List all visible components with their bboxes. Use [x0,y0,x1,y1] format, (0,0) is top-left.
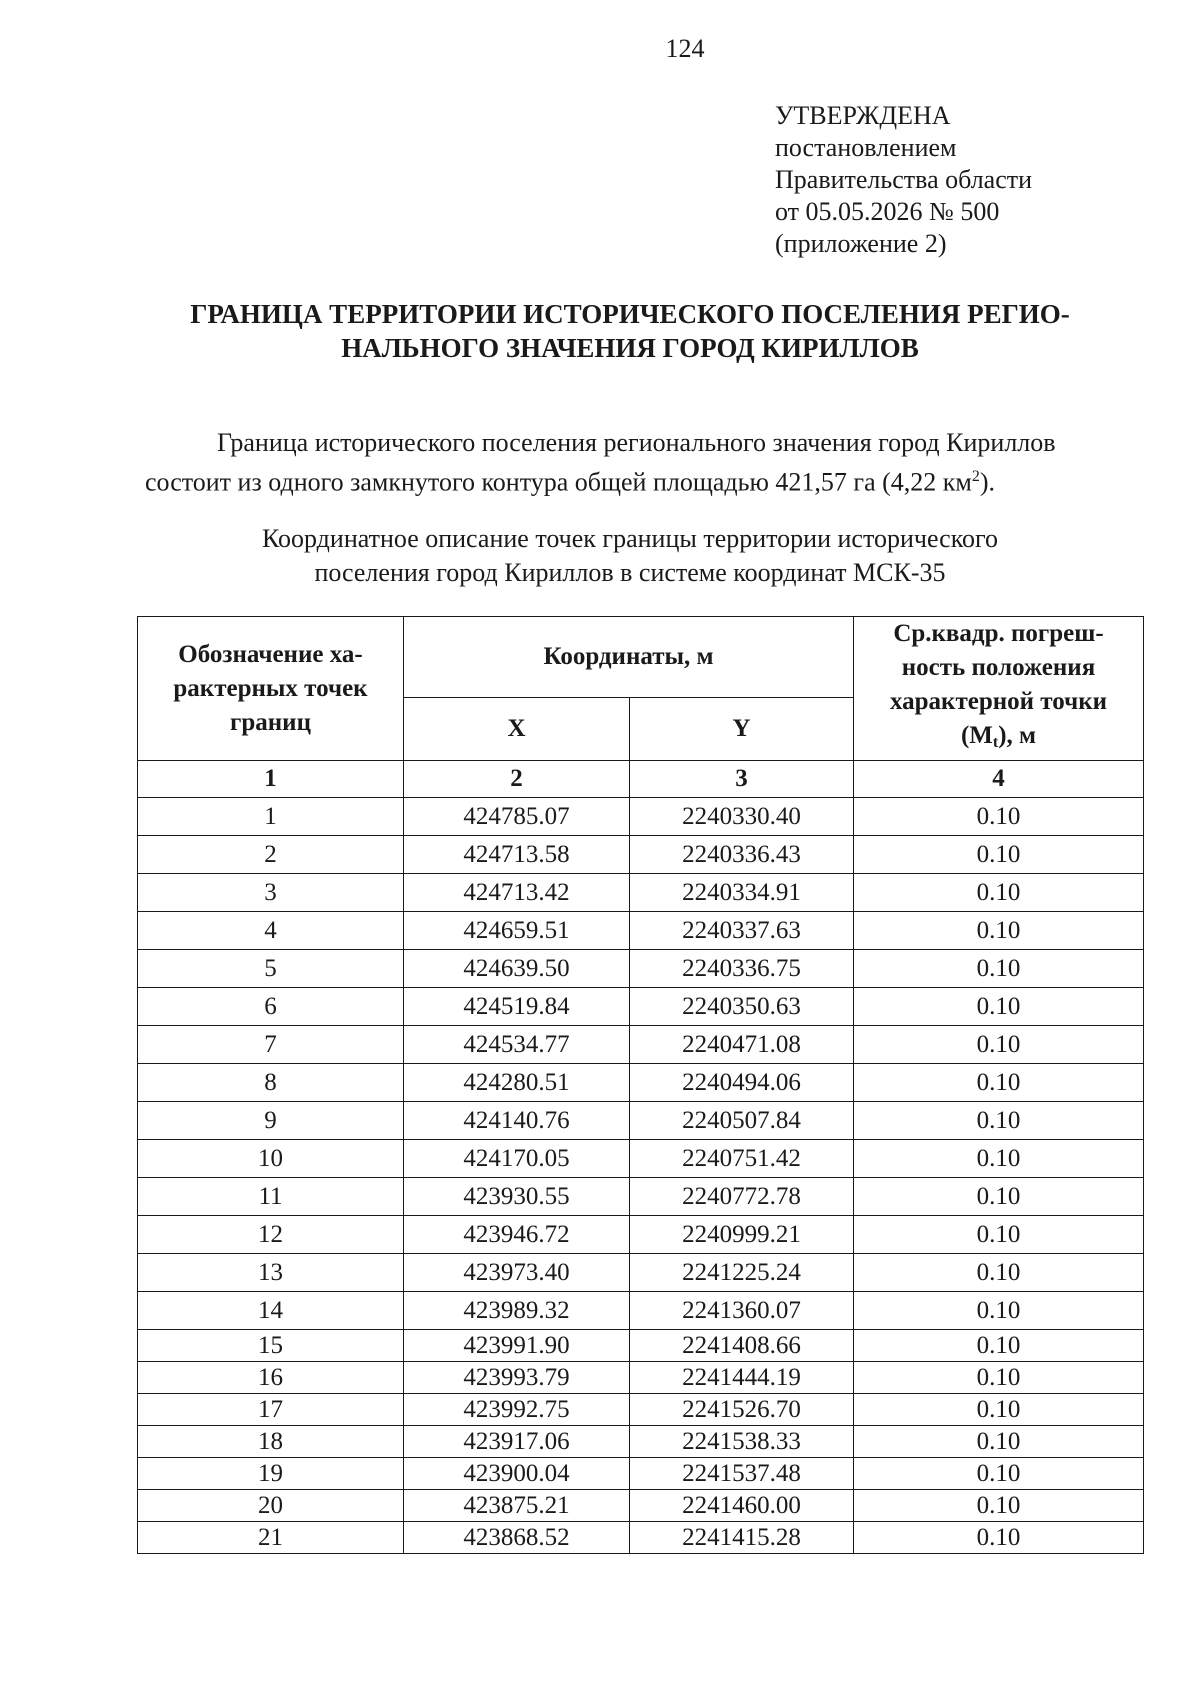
y-coordinate-cell: 2240494.06 [630,1064,854,1102]
error-cell: 0.10 [854,1490,1144,1522]
point-number-cell: 6 [138,988,404,1026]
x-coordinate-cell: 424713.42 [404,874,630,912]
table-row [138,1458,1144,1490]
point-number-cell: 18 [138,1426,404,1458]
y-coordinate-cell: 2240336.43 [630,836,854,874]
header-point-designation: Обозначение ха- рактерных точек границ [138,617,404,761]
column-number: 2 [404,761,630,798]
x-coordinate-cell: 424785.07 [404,798,630,836]
y-coordinate-cell: 2241460.00 [630,1490,854,1522]
x-coordinate-cell: 423946.72 [404,1216,630,1254]
intro-line: Граница исторического поселения регионального значения город Кириллов [217,428,1056,457]
x-coordinate-cell: 423917.06 [404,1426,630,1458]
y-coordinate-cell: 2240337.63 [630,912,854,950]
approval-block [775,100,1032,260]
document-title [130,297,1130,365]
x-coordinate-cell: 423992.75 [404,1394,630,1426]
table-row [138,798,1144,836]
intro-paragraph [145,426,1135,500]
point-number-cell: 16 [138,1362,404,1394]
y-coordinate-cell: 2240507.84 [630,1102,854,1140]
x-coordinate-cell: 424140.76 [404,1102,630,1140]
error-cell: 0.10 [854,1026,1144,1064]
error-cell: 0.10 [854,836,1144,874]
y-coordinate-cell: 2241526.70 [630,1394,854,1426]
x-coordinate-cell: 423930.55 [404,1178,630,1216]
point-number-cell: 10 [138,1140,404,1178]
x-coordinate-cell: 424639.50 [404,950,630,988]
x-coordinate-cell: 423900.04 [404,1458,630,1490]
error-cell: 0.10 [854,912,1144,950]
error-cell: 0.10 [854,874,1144,912]
table-row [138,1292,1144,1330]
error-cell: 0.10 [854,1426,1144,1458]
point-number-cell: 2 [138,836,404,874]
approval-line: Правительства области [775,165,1033,194]
approval-appendix: (приложение 2) [775,229,947,258]
error-cell: 0.10 [854,1102,1144,1140]
table-row [138,1102,1144,1140]
page-number: 124 [665,34,705,63]
error-cell: 0.10 [854,1254,1144,1292]
approval-line: постановлением [775,133,957,162]
table-caption [130,522,1130,590]
table-row [138,1522,1144,1554]
column-number: 4 [854,761,1144,798]
approval-date: от 05.05.2026 № 500 [775,197,1000,226]
y-coordinate-cell: 2241408.66 [630,1330,854,1362]
y-coordinate-cell: 2241360.07 [630,1292,854,1330]
table-body [138,798,1144,1554]
table-row [138,1064,1144,1102]
y-coordinate-cell: 2240999.21 [630,1216,854,1254]
y-coordinate-cell: 2241225.24 [630,1254,854,1292]
table-row [138,1216,1144,1254]
header-mean-square-error: Ср.квадр. погреш- ность положения характерной точки $(M_t)$, м [854,617,1144,761]
table-row [138,1426,1144,1458]
table-row [138,836,1144,874]
error-cell: 0.10 [854,1330,1144,1362]
error-cell: 0.10 [854,1292,1144,1330]
y-coordinate-cell: 2241415.28 [630,1522,854,1554]
y-coordinate-cell: 2240334.91 [630,874,854,912]
table-row [138,1490,1144,1522]
point-number-cell: 7 [138,1026,404,1064]
error-cell: 0.10 [854,1178,1144,1216]
point-number-cell: 13 [138,1254,404,1292]
point-number-cell: 12 [138,1216,404,1254]
point-number-cell: 19 [138,1458,404,1490]
y-coordinate-cell: 2241538.33 [630,1426,854,1458]
table-row [138,1330,1144,1362]
x-coordinate-cell: 423973.40 [404,1254,630,1292]
superscript: 2 [971,468,980,485]
x-coordinate-cell: 423991.90 [404,1330,630,1362]
approval-status: УТВЕРЖДЕНА [775,101,951,130]
column-number-row [138,761,1144,798]
y-coordinate-cell: 2240336.75 [630,950,854,988]
title-line: НАЛЬНОГО ЗНАЧЕНИЯ ГОРОД КИРИЛЛОВ [341,333,919,363]
y-coordinate-cell: 2240330.40 [630,798,854,836]
error-cell: 0.10 [854,1140,1144,1178]
column-number: 1 [138,761,404,798]
table-row [138,912,1144,950]
y-coordinate-cell: 2240772.78 [630,1178,854,1216]
y-coordinate-cell: 2240751.42 [630,1140,854,1178]
point-number-cell: 21 [138,1522,404,1554]
x-coordinate-cell: 423875.21 [404,1490,630,1522]
table-row [138,1178,1144,1216]
x-coordinate-cell: 424659.51 [404,912,630,950]
header-coordinates: Координаты, м [404,617,854,698]
y-coordinate-cell: 2240350.63 [630,988,854,1026]
table-row [138,950,1144,988]
x-coordinate-cell: 424534.77 [404,1026,630,1064]
y-coordinate-cell: 2241537.48 [630,1458,854,1490]
point-number-cell: 5 [138,950,404,988]
point-number-cell: 11 [138,1178,404,1216]
table-row [138,1254,1144,1292]
x-coordinate-cell: 424519.84 [404,988,630,1026]
point-number-cell: 8 [138,1064,404,1102]
error-cell: 0.10 [854,1064,1144,1102]
x-coordinate-cell: 423868.52 [404,1522,630,1554]
x-coordinate-cell: 423993.79 [404,1362,630,1394]
point-number-cell: 14 [138,1292,404,1330]
table-row [138,1362,1144,1394]
error-cell: 0.10 [854,1522,1144,1554]
table-row [138,1394,1144,1426]
intro-line: состоит из одного замкнутого контура общей площадью 421,57 га (4,22 $км^2$). [145,467,996,497]
table-header-row [138,617,1144,698]
coordinates-table [137,616,1144,1554]
column-number: 3 [630,761,854,798]
error-cell: 0.10 [854,988,1144,1026]
x-coordinate-cell: 424713.58 [404,836,630,874]
point-number-cell: 17 [138,1394,404,1426]
x-coordinate-cell: 424280.51 [404,1064,630,1102]
y-coordinate-cell: 2240471.08 [630,1026,854,1064]
x-coordinate-cell: 423989.32 [404,1292,630,1330]
table-row [138,874,1144,912]
table-row [138,1026,1144,1064]
error-cell: 0.10 [854,950,1144,988]
point-number-cell: 3 [138,874,404,912]
header-y: Y [630,698,854,761]
point-number-cell: 9 [138,1102,404,1140]
x-coordinate-cell: 424170.05 [404,1140,630,1178]
error-cell: 0.10 [854,798,1144,836]
error-cell: 0.10 [854,1362,1144,1394]
point-number-cell: 1 [138,798,404,836]
y-coordinate-cell: 2241444.19 [630,1362,854,1394]
point-number-cell: 15 [138,1330,404,1362]
error-cell: 0.10 [854,1216,1144,1254]
caption-line: поселения город Кириллов в системе координат МСК-35 [314,558,946,587]
caption-line: Координатное описание точек границы территории исторического [261,524,999,553]
title-line: ГРАНИЦА ТЕРРИТОРИИ ИСТОРИЧЕСКОГО ПОСЕЛЕНИЯ РЕГИО- [190,299,1070,329]
error-cell: 0.10 [854,1394,1144,1426]
error-cell: 0.10 [854,1458,1144,1490]
table-row [138,988,1144,1026]
point-number-cell: 4 [138,912,404,950]
point-number-cell: 20 [138,1490,404,1522]
header-x: X [404,698,630,761]
table-row [138,1140,1144,1178]
